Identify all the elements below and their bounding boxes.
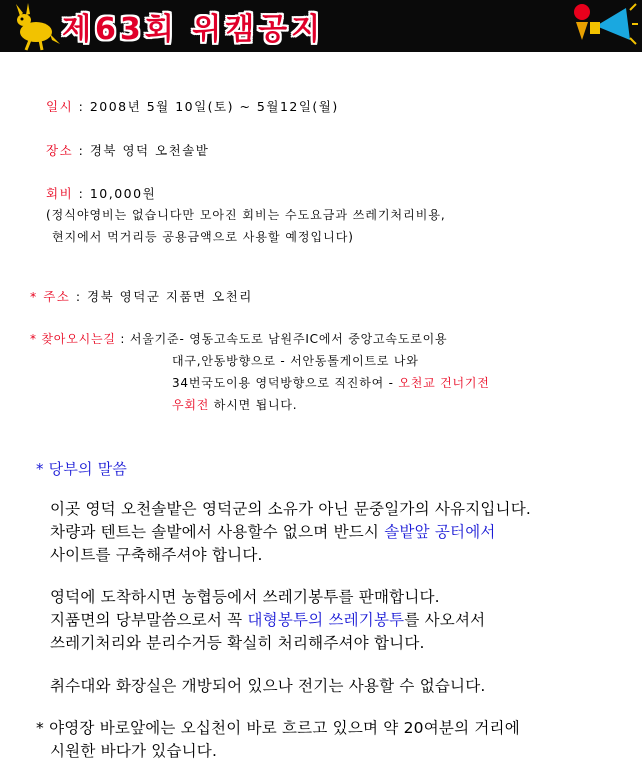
- header-banner: [0, 0, 642, 52]
- address-row: * 주소 : 경북 영덕군 지품면 오천리: [30, 289, 253, 304]
- notice-p3-line-1: 취수대와 화장실은 개방되어 있으나 전기는 사용할 수 없습니다.: [50, 677, 486, 695]
- directions-line-1: 서울기준- 영동고속도로 남원주IC에서 중앙고속도로이용: [129, 332, 448, 346]
- directions-highlight-turn: 우회전: [172, 398, 210, 412]
- notice-p1-line-1: 이곳 영덕 오천솔밭은 영덕군의 소유가 아닌 문중일가의 사유지입니다.: [50, 500, 532, 518]
- notice-p1-line-3: 사이트를 구축해주셔야 합니다.: [50, 546, 263, 564]
- directions-highlight-bridge: 오천교 건너기전: [398, 376, 490, 390]
- fee-row: 회비 : 10,000원: [46, 186, 157, 201]
- notice-highlight-bags: 대형봉투의 쓰레기봉투: [247, 611, 405, 629]
- place-row: 장소 : 경북 영덕 오천솔밭: [46, 143, 210, 158]
- directions-line-3-text: 34번국도이용 영덕방향으로 직진하여 -: [172, 376, 399, 390]
- fee-value: 10,000원: [89, 186, 157, 201]
- address-value: 경북 영덕군 지품면 오천리: [87, 289, 253, 304]
- directions-row: * 찾아오시는길 : 서울기준- 영동고속도로 남원주IC에서 중앙고속도로이용: [30, 332, 448, 346]
- date-value: 2008년 5월 10일(토) ~ 5월12일(월): [89, 99, 339, 114]
- date-row: 일시 : 2008년 5월 10일(토) ~ 5월12일(월): [46, 99, 339, 114]
- address-label: * 주소: [30, 289, 71, 304]
- notice-p2-line-2-tail: 를 사오셔서: [404, 611, 486, 629]
- place-value: 경북 영덕 오천솔밭: [89, 143, 210, 158]
- notice-p1-line-2: [50, 520, 496, 542]
- notice-p2-line-3: 쓰레기처리와 분리수거등 확실히 처리해주셔야 합니다.: [50, 634, 425, 652]
- cartoon-mascot-icon: [6, 0, 62, 52]
- date-label: 일시: [46, 99, 74, 114]
- directions-line-4: [172, 396, 297, 413]
- fee-label: 회비: [46, 186, 74, 201]
- directions-label: * 찾아오시는길: [30, 332, 116, 346]
- notice-p2-line-2-text: 지품면의 당부말씀으로서 꼭: [50, 611, 248, 629]
- directions-line-4-text: 하시면 됩니다.: [209, 398, 298, 412]
- notice-p2-line-1: 영덕에 도착하시면 농협등에서 쓰레기봉투를 판매합니다.: [50, 588, 440, 606]
- page-title: 제63회 위캠공지: [62, 12, 325, 47]
- notice-p4-line-1: * 야영장 바로앞에는 오십천이 바로 흐르고 있으며 약 20여분의 거리에: [36, 719, 520, 737]
- directions-line-3: [172, 374, 490, 391]
- notice-highlight-lot: 솔밭앞 공터에서: [384, 523, 496, 541]
- place-label: 장소: [46, 143, 74, 158]
- fee-note-line-1: (정식야영비는 없습니다만 모아진 회비는 수도요금과 쓰레기처리비용,: [46, 208, 446, 222]
- notice-p2-line-2: [50, 608, 485, 630]
- notice-heading: * 당부의 말씀: [36, 460, 128, 478]
- directions-line-2: 대구,안동방향으로 - 서안동톨게이트로 나와: [172, 354, 419, 368]
- notice-p1-line-2-text: 차량과 텐트는 솔밭에서 사용할수 없으며 반드시: [50, 523, 385, 541]
- notice-p4-line-2: 시원한 바다가 있습니다.: [50, 742, 218, 760]
- megaphone-icon: [568, 0, 638, 52]
- fee-note-line-2: 현지에서 먹거리등 공용금액으로 사용할 예정입니다): [52, 230, 354, 244]
